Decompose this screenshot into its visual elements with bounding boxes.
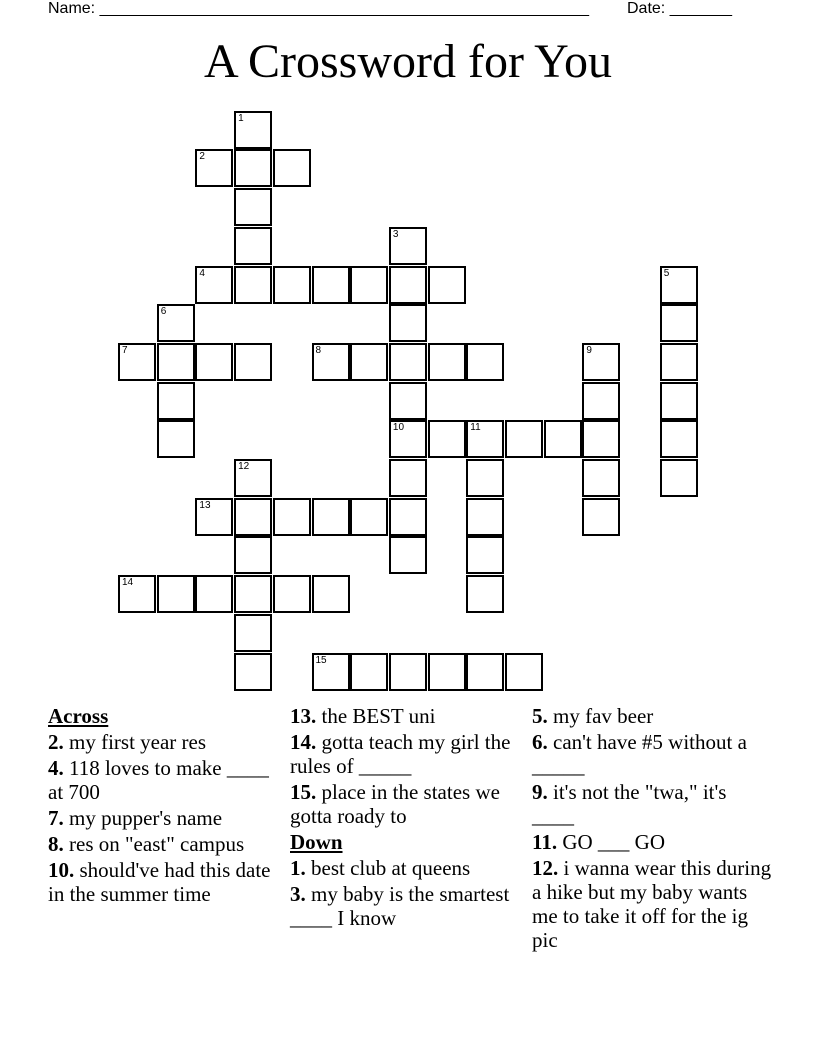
grid-cell[interactable] — [466, 498, 504, 536]
clues-column-3 — [532, 704, 772, 954]
grid-cell[interactable] — [466, 575, 504, 613]
clue-down-12: 12. i wanna wear this during a hike but my baby wants me to take it off for the ig pic — [532, 856, 772, 952]
clue-down-11: 11. GO ___ GO — [532, 830, 666, 854]
grid-cell[interactable] — [389, 382, 427, 420]
grid-cell[interactable] — [466, 653, 504, 691]
clue-number-label: 10 — [392, 422, 405, 434]
clue-number-label: 11 — [470, 422, 481, 434]
grid-cell[interactable] — [234, 614, 272, 652]
grid-cell[interactable] — [389, 498, 427, 536]
name-field-line: Name: _______________________________________________________ — [48, 0, 589, 17]
clue-down-5: 5. my fav beer — [532, 704, 654, 728]
grid-cell[interactable] — [466, 459, 504, 497]
grid-cell[interactable] — [389, 227, 427, 265]
grid-cell[interactable] — [428, 266, 466, 304]
grid-cell[interactable] — [544, 420, 582, 458]
down-heading: Down — [290, 830, 343, 854]
grid-cell[interactable] — [389, 420, 427, 458]
grid-cell[interactable] — [466, 536, 504, 574]
grid-cell[interactable] — [234, 459, 272, 497]
grid-cell[interactable] — [466, 343, 504, 381]
across-heading: Across — [48, 704, 109, 728]
grid-cell[interactable] — [234, 266, 272, 304]
grid-cell[interactable] — [505, 420, 543, 458]
clue-number-label: 2 — [199, 151, 205, 163]
grid-cell[interactable] — [389, 304, 427, 342]
grid-cell[interactable] — [195, 575, 233, 613]
clues-column-1 — [48, 704, 284, 908]
grid-cell[interactable] — [582, 382, 620, 420]
page-title: A Crossword for You — [203, 35, 613, 88]
grid-cell[interactable] — [389, 653, 427, 691]
grid-cell[interactable] — [273, 266, 311, 304]
grid-cell[interactable] — [660, 420, 698, 458]
clue-across-7: 7. my pupper's name — [48, 806, 223, 830]
grid-cell[interactable] — [389, 266, 427, 304]
grid-cell[interactable] — [389, 536, 427, 574]
grid-cell[interactable] — [389, 343, 427, 381]
grid-cell[interactable] — [582, 420, 620, 458]
grid-cell[interactable] — [312, 266, 350, 304]
clue-down-1: 1. best club at queens — [290, 856, 471, 880]
grid-cell[interactable] — [582, 459, 620, 497]
clues-column-2 — [290, 704, 526, 932]
grid-cell[interactable] — [118, 575, 156, 613]
grid-cell[interactable] — [195, 266, 233, 304]
grid-cell[interactable] — [273, 575, 311, 613]
grid-cell[interactable] — [312, 653, 350, 691]
grid-cell[interactable] — [234, 149, 272, 187]
clue-across-13: 13. the BEST uni — [290, 704, 436, 728]
grid-cell[interactable] — [234, 343, 272, 381]
clue-down-9: 9. it's not the "twa," it's ____ — [532, 780, 727, 828]
grid-cell[interactable] — [428, 653, 466, 691]
clue-across-10: 10. should've had this date in the summer time — [48, 858, 271, 906]
grid-cell[interactable] — [505, 653, 543, 691]
grid-cell[interactable] — [234, 575, 272, 613]
grid-cell[interactable] — [157, 304, 195, 342]
grid-cell[interactable] — [350, 266, 388, 304]
grid-cell[interactable] — [157, 575, 195, 613]
clue-number-label: 4 — [199, 267, 205, 279]
clue-number-label: 7 — [122, 344, 128, 356]
grid-cell[interactable] — [660, 459, 698, 497]
clue-across-4: 4. 118 loves to make ____ at 700 — [48, 756, 269, 804]
grid-cell[interactable] — [428, 343, 466, 381]
grid-cell[interactable] — [157, 420, 195, 458]
grid-cell[interactable] — [234, 498, 272, 536]
clue-number-label: 1 — [238, 112, 244, 124]
grid-cell[interactable] — [660, 343, 698, 381]
grid-cell[interactable] — [582, 343, 620, 381]
clue-across-15: 15. place in the states we gotta roady to — [290, 780, 500, 828]
grid-cell[interactable] — [350, 498, 388, 536]
clue-down-6: 6. can't have #5 without a _____ — [532, 730, 747, 778]
grid-cell[interactable] — [157, 382, 195, 420]
grid-cell[interactable] — [350, 343, 388, 381]
grid-cell[interactable] — [273, 498, 311, 536]
grid-cell[interactable] — [312, 498, 350, 536]
grid-cell[interactable] — [273, 149, 311, 187]
grid-cell[interactable] — [195, 343, 233, 381]
grid-cell[interactable] — [234, 227, 272, 265]
grid-cell[interactable] — [312, 343, 350, 381]
grid-cell[interactable] — [118, 343, 156, 381]
clue-number-label: 8 — [315, 344, 322, 356]
grid-cell[interactable] — [312, 575, 350, 613]
grid-cell[interactable] — [466, 420, 504, 458]
clue-number-label: 14 — [122, 577, 134, 589]
grid-cell[interactable] — [660, 304, 698, 342]
grid-cell[interactable] — [582, 498, 620, 536]
grid-cell[interactable] — [157, 343, 195, 381]
grid-cell[interactable] — [195, 498, 233, 536]
clue-across-8: 8. res on "east" campus — [48, 832, 245, 856]
clue-number-label: 13 — [199, 499, 211, 511]
clue-number-label: 15 — [315, 654, 327, 666]
grid-cell[interactable] — [234, 188, 272, 226]
grid-cell[interactable] — [660, 266, 698, 304]
grid-cell[interactable] — [389, 459, 427, 497]
grid-cell[interactable] — [234, 536, 272, 574]
clue-across-14: 14. gotta teach my girl the rules of _____ — [290, 730, 511, 778]
grid-cell[interactable] — [234, 111, 272, 149]
grid-cell[interactable] — [234, 653, 272, 691]
grid-cell[interactable] — [428, 420, 466, 458]
clue-number-label: 3 — [392, 228, 399, 240]
grid-cell[interactable] — [350, 653, 388, 691]
clue-number-label: 5 — [663, 267, 670, 279]
date-field-line: Date: _______ — [627, 0, 732, 17]
clue-down-3: 3. my baby is the smartest ____ I know — [290, 882, 510, 930]
clue-across-2: 2. my first year res — [48, 730, 207, 754]
grid-cell[interactable] — [195, 149, 233, 187]
clue-number-label: 6 — [160, 306, 167, 318]
clue-number-label: 9 — [586, 344, 592, 356]
clue-number-label: 12 — [238, 461, 250, 472]
grid-cell[interactable] — [660, 382, 698, 420]
